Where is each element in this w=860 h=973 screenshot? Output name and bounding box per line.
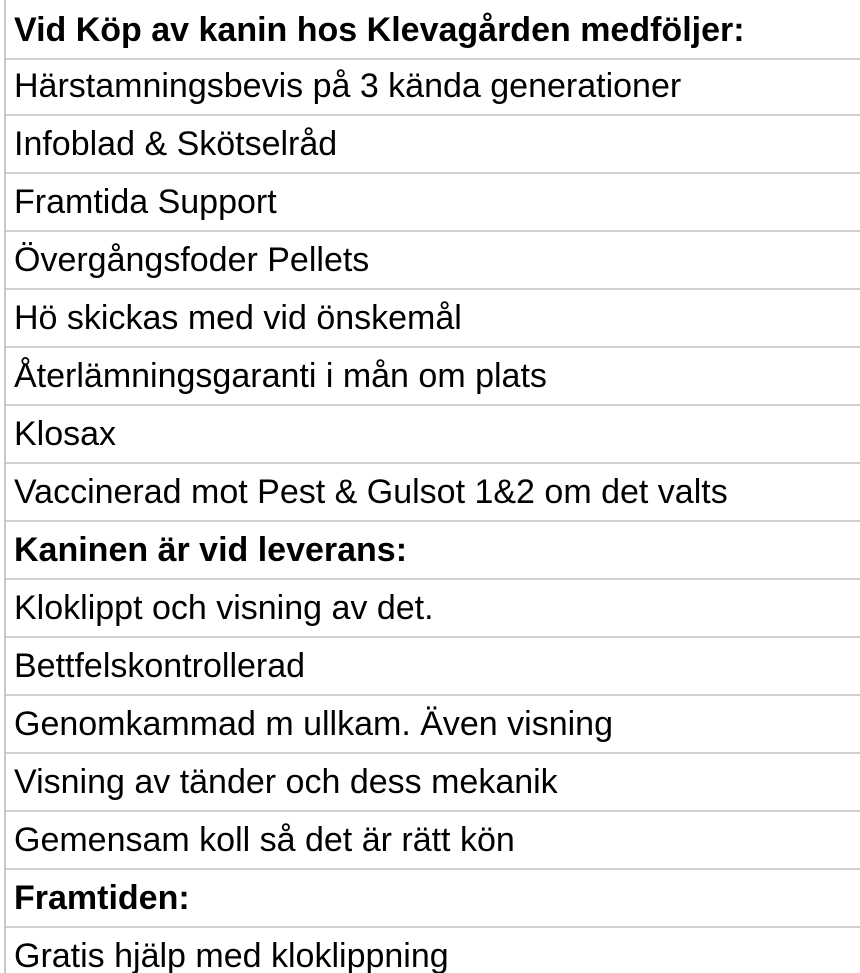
table-cell: Vaccinerad mot Pest & Gulsot 1&2 om det valts	[14, 473, 728, 511]
table-row[interactable]	[6, 174, 860, 232]
table-row[interactable]	[6, 290, 860, 348]
table-row[interactable]	[6, 638, 860, 696]
table-cell: Övergångsfoder Pellets	[14, 241, 370, 279]
table-row-header-future[interactable]	[6, 870, 860, 928]
table-cell: Genomkammad m ullkam. Även visning	[14, 705, 614, 743]
table-row-header-delivery[interactable]	[6, 522, 860, 580]
table-row[interactable]	[6, 348, 860, 406]
table-row-header-purchase[interactable]	[6, 2, 860, 60]
table-cell: Framtida Support	[14, 183, 277, 221]
table-cell: Återlämningsgaranti i mån om plats	[14, 357, 547, 395]
table-cell: Härstamningsbevis på 3 kända generationer	[14, 67, 682, 105]
table-row[interactable]	[6, 696, 860, 754]
table-cell: Kloklippt och visning av det.	[14, 589, 434, 627]
table-cell: Visning av tänder och dess mekanik	[14, 763, 558, 801]
table-row[interactable]	[6, 464, 860, 522]
table-row[interactable]	[6, 754, 860, 812]
table-cell: Gemensam koll så det är rätt kön	[14, 821, 515, 859]
table-row[interactable]	[6, 232, 860, 290]
table-row[interactable]	[6, 406, 860, 464]
table-cell: Hö skickas med vid önskemål	[14, 299, 462, 337]
table-row[interactable]	[6, 58, 860, 116]
table-cell: Infoblad & Skötselråd	[14, 125, 338, 163]
table-cell: Klosax	[14, 415, 117, 453]
table-cell: Gratis hjälp med kloklippning	[14, 937, 449, 973]
table-cell: Framtiden:	[14, 879, 190, 917]
table-row[interactable]	[6, 116, 860, 174]
table-cell: Bettfelskontrollerad	[14, 647, 306, 685]
table-row[interactable]	[6, 580, 860, 638]
table-cell: Kaninen är vid leverans:	[14, 531, 408, 569]
table-row[interactable]	[6, 928, 860, 973]
table-row[interactable]	[6, 812, 860, 870]
table-cell: Vid Köp av kanin hos Klevagården medföljer:	[14, 11, 745, 49]
